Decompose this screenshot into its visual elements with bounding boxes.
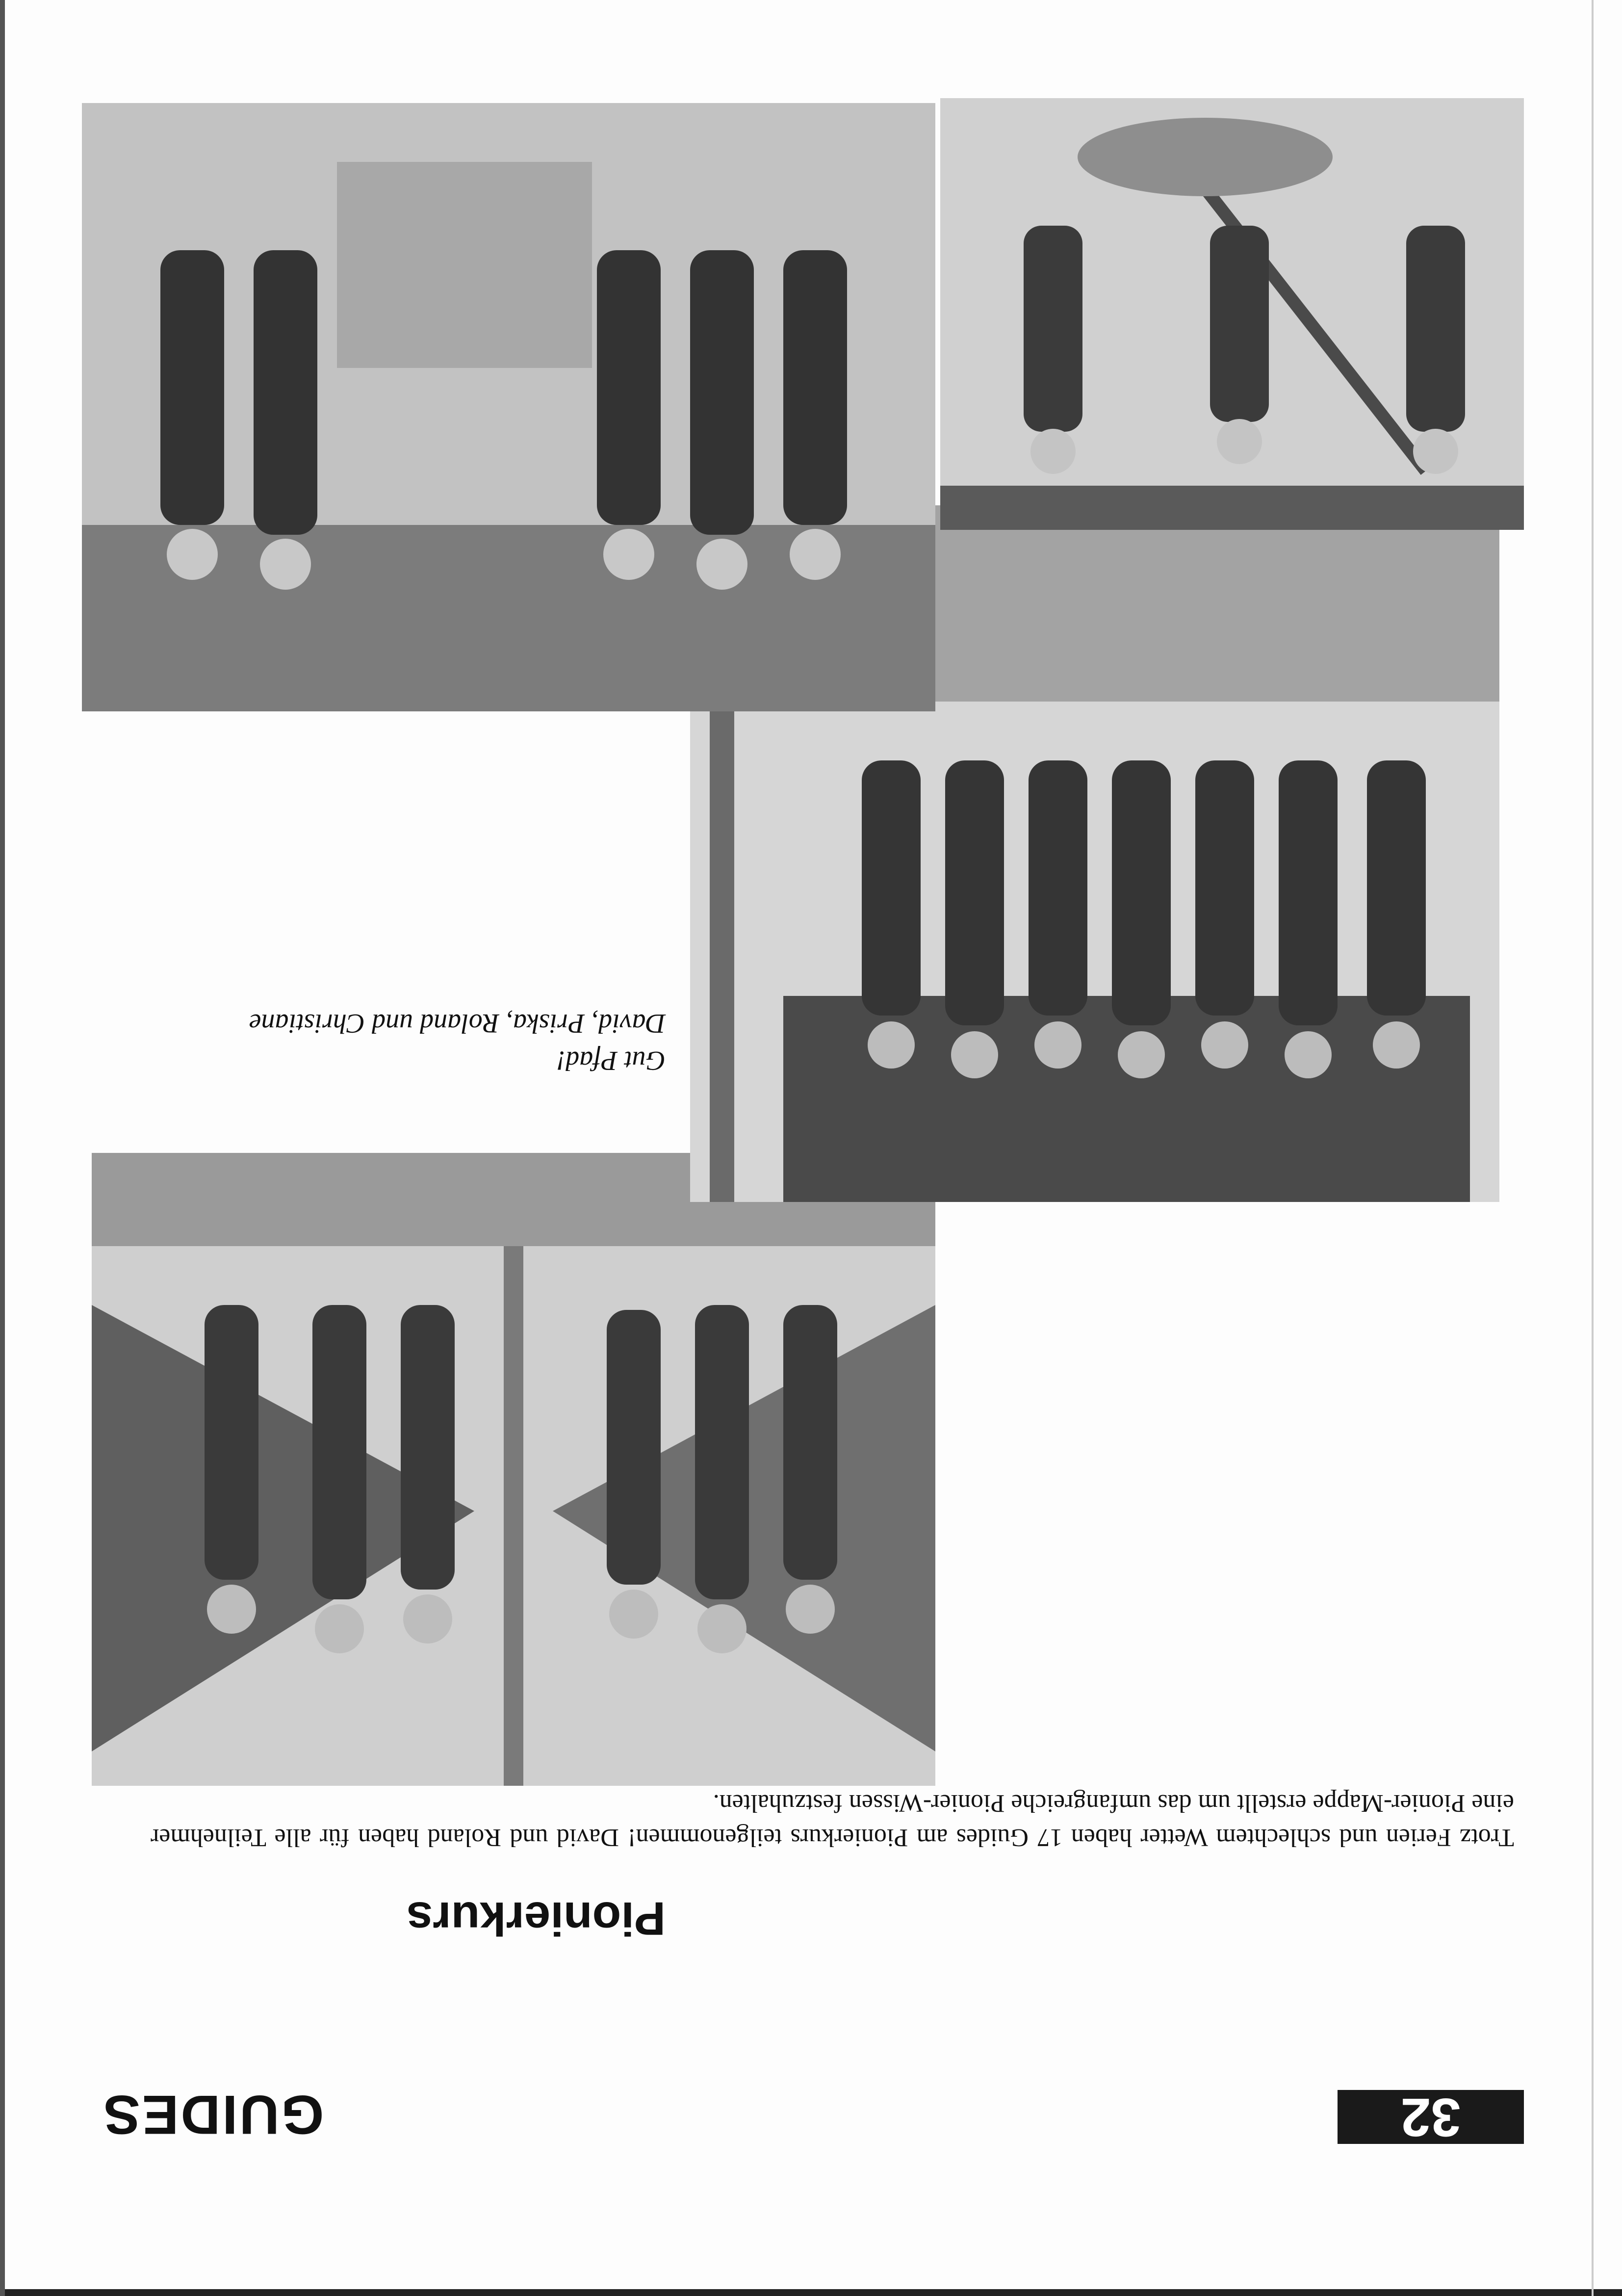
section-title: GUIDES (102, 2084, 324, 2145)
scan-fold-line (1592, 0, 1594, 2296)
scan-edge-side (0, 0, 5, 2296)
article-signoff (151, 1001, 666, 1079)
signoff-authors: David, Priska, Roland und Christiane (249, 1008, 666, 1039)
article-heading: Pionierkurs (406, 1892, 666, 1945)
page-number: 32 (1338, 2090, 1524, 2144)
article-intro: Trotz Ferien und schlechtem Wetter haben 17 Guides am Pionierkurs teilgenommen! David und Roland haben für alle Teilnehmer eine Pionier-Mappe erstellt um das umfangreiche Pionier-Wissen festzuhalten. (151, 1789, 1514, 1852)
scan-edge-top (0, 2289, 1622, 2296)
photo-building-construction (940, 98, 1524, 530)
signoff-greeting: Gut Pfad! (556, 1045, 666, 1076)
photo-group-under-tarp (92, 1153, 935, 1786)
photo-stone-fireplace-group (82, 103, 935, 711)
